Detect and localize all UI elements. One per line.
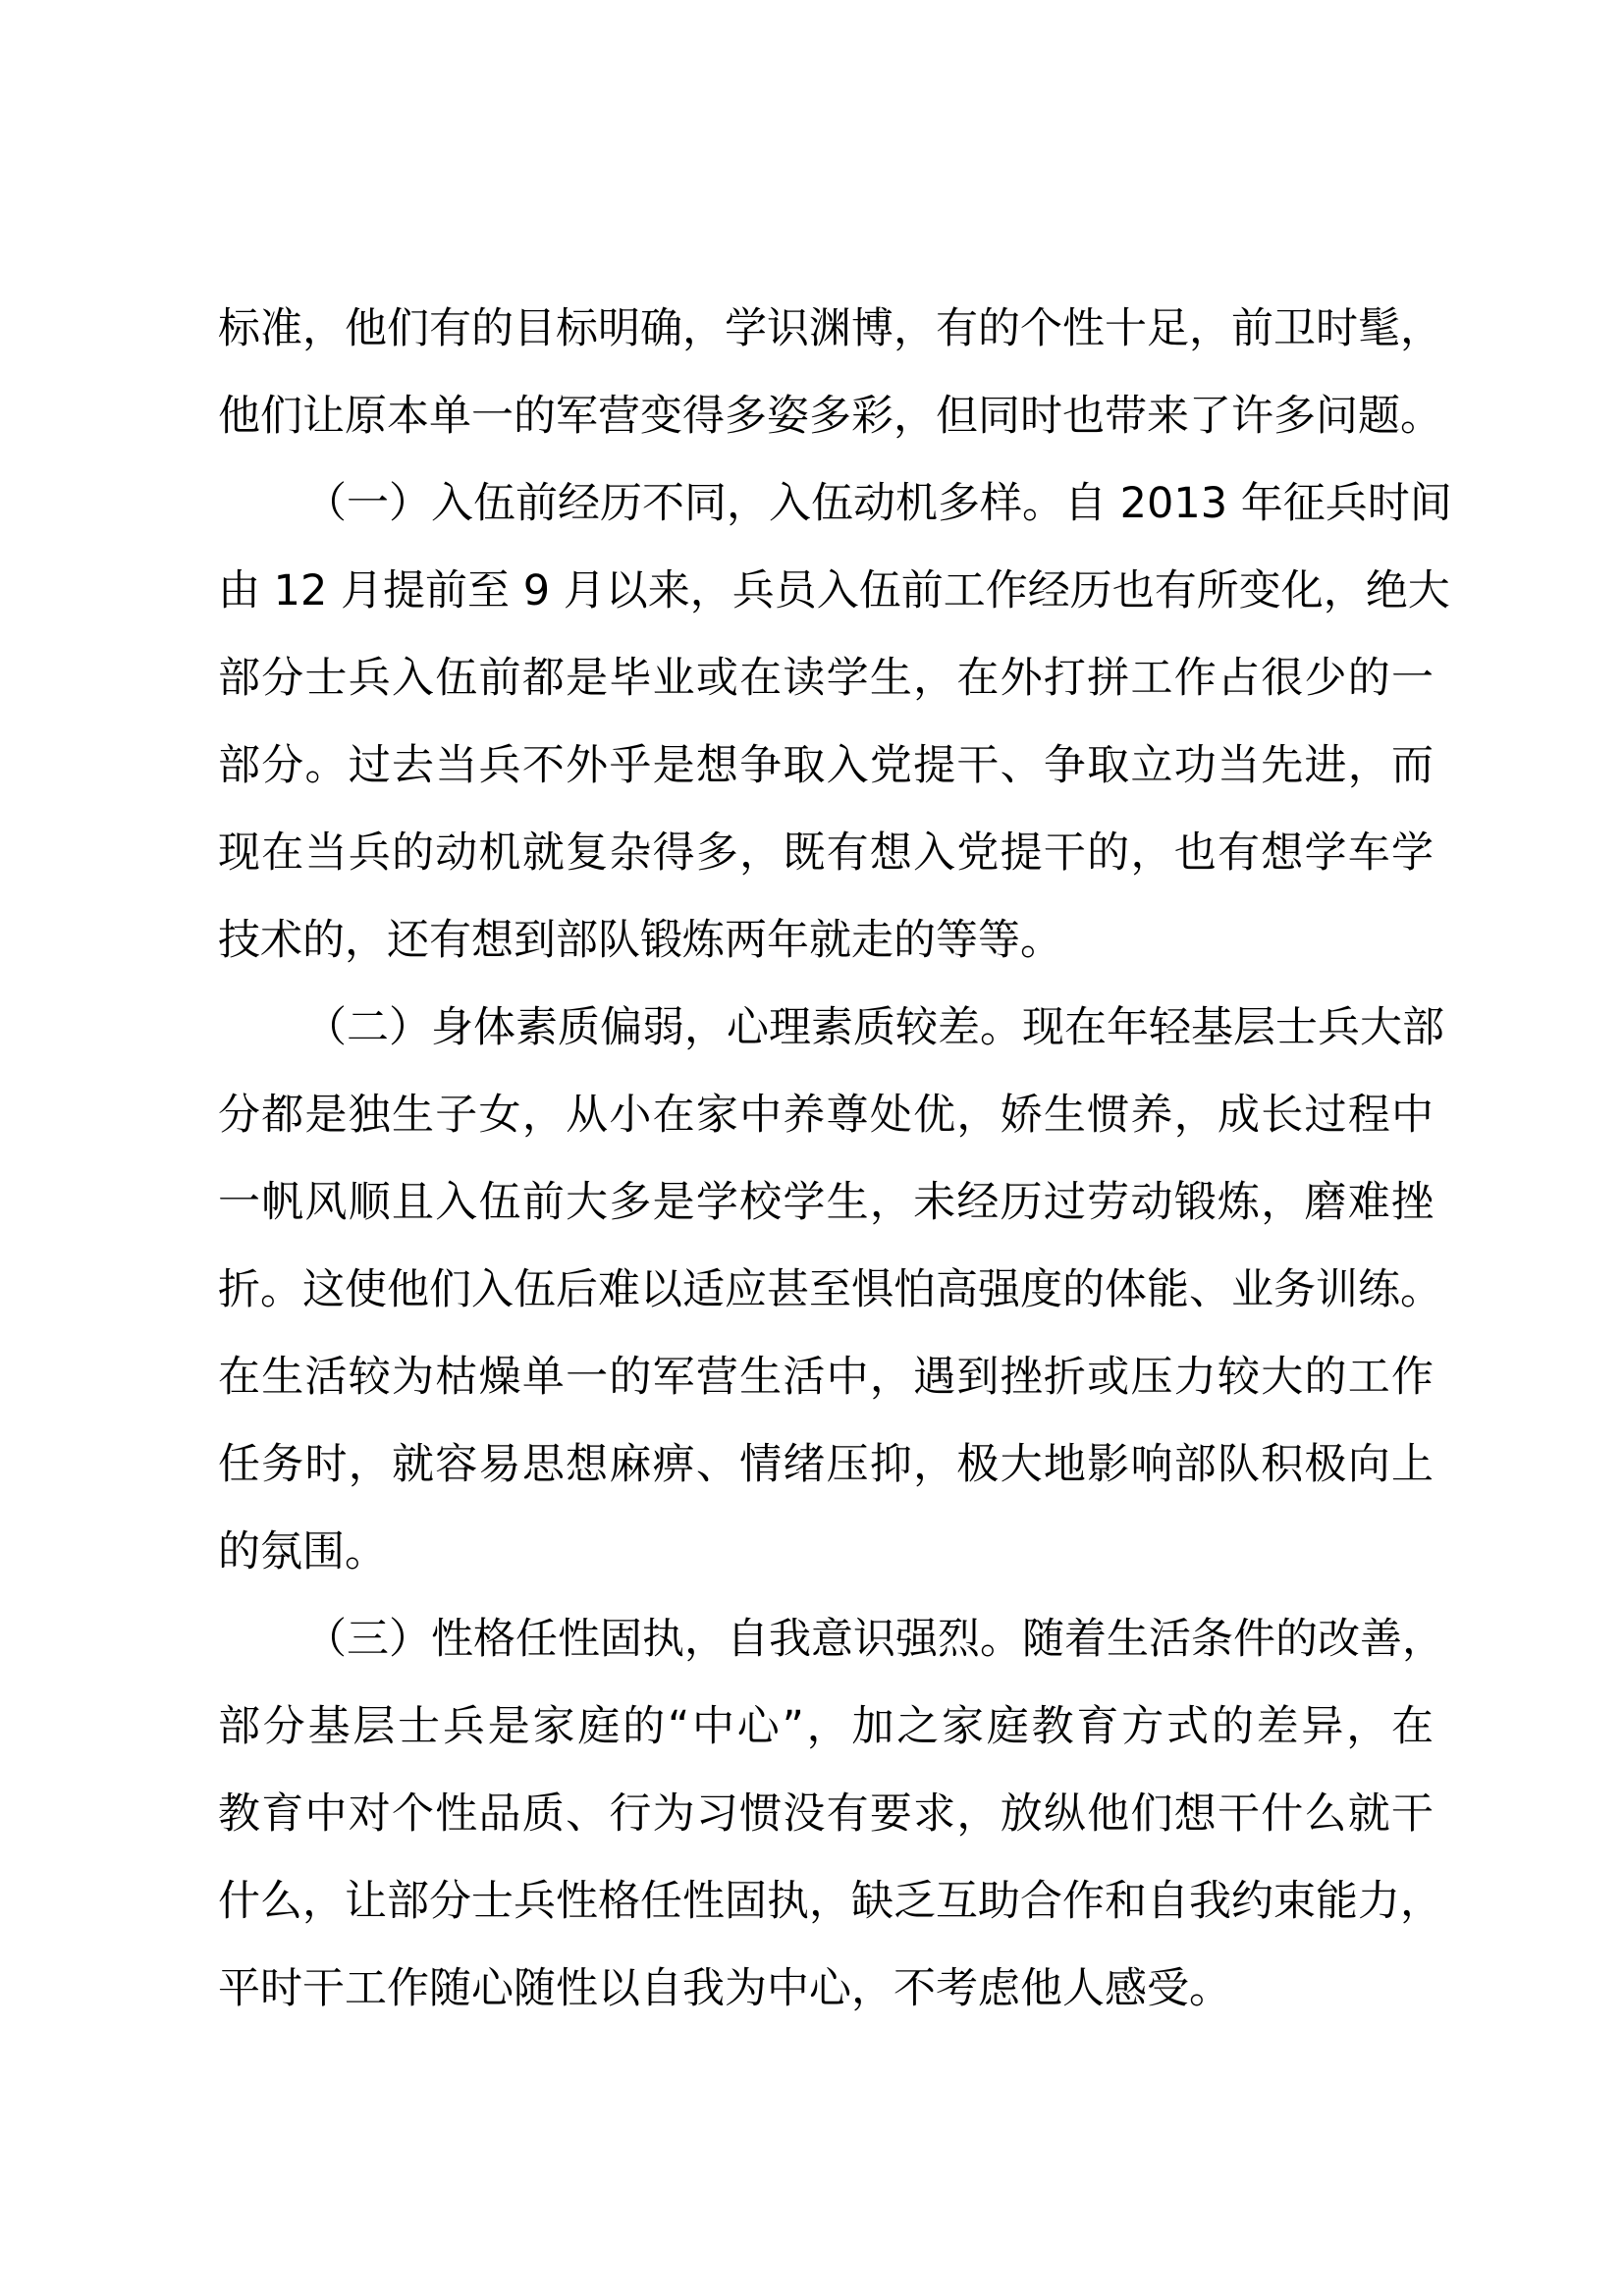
paragraph-section-1	[218, 460, 1452, 985]
text-line: 一帆风顺且入伍前大多是学校学生，未经历过劳动锻炼，磨难挫	[218, 1178, 1434, 1227]
section-heading-line: （三）性格任性固执，自我意识强烈。随着生活条件的改善，	[304, 1615, 1444, 1664]
text-line: 标准，他们有的目标明确，学识渊博，有的个性十足，前卫时髦，	[218, 304, 1442, 353]
text-line: 在生活较为枯燥单一的军营生活中，遇到挫折或压力较大的工作	[218, 1353, 1434, 1402]
text-line: 部分基层士兵是家庭的“中心”，加之家庭教育方式的差异，在	[218, 1702, 1434, 1751]
paragraph-section-2	[218, 985, 1444, 1596]
text-line: 分都是独生子女，从小在家中养尊处优，娇生惯养，成长过程中	[218, 1091, 1434, 1140]
section-heading-line: （二）身体素质偏弱，心理素质较差。现在年轻基层士兵大部	[304, 1003, 1444, 1052]
text-line: 折。这使他们入伍后难以适应甚至惧怕高强度的体能、业务训练。	[218, 1265, 1442, 1314]
text-line: 部分士兵入伍前都是毕业或在读学生，在外打拼工作占很少的一	[218, 654, 1434, 703]
paragraph-intro-continued	[218, 286, 1442, 460]
text-line: 由 12 月提前至 9 月以来，兵员入伍前工作经历也有所变化，绝大	[218, 566, 1450, 615]
document-page	[218, 286, 1452, 2033]
text-line: 的氛围。	[218, 1527, 387, 1576]
text-line: 平时干工作随心随性以自我为中心，不考虑他人感受。	[218, 1964, 1231, 2013]
text-line: 现在当兵的动机就复杂得多，既有想入党提干的，也有想学车学	[218, 828, 1434, 878]
text-line: 技术的，还有想到部队锻炼两年就走的等等。	[218, 916, 1062, 965]
paragraph-section-3	[218, 1596, 1444, 2033]
text-line: 什么，让部分士兵性格任性固执，缺乏互助合作和自我约束能力，	[218, 1877, 1442, 1926]
text-line: 他们让原本单一的军营变得多姿多彩，但同时也带来了许多问题。	[218, 392, 1442, 441]
text-line: 任务时，就容易思想麻痹、情绪压抑，极大地影响部队积极向上	[218, 1440, 1434, 1489]
section-heading-line: （一）入伍前经历不同，入伍动机多样。自 2013 年征兵时间	[304, 479, 1452, 528]
text-line: 部分。过去当兵不外乎是想争取入党提干、争取立功当先进，而	[218, 741, 1434, 790]
text-line: 教育中对个性品质、行为习惯没有要求，放纵他们想干什么就干	[218, 1789, 1434, 1839]
